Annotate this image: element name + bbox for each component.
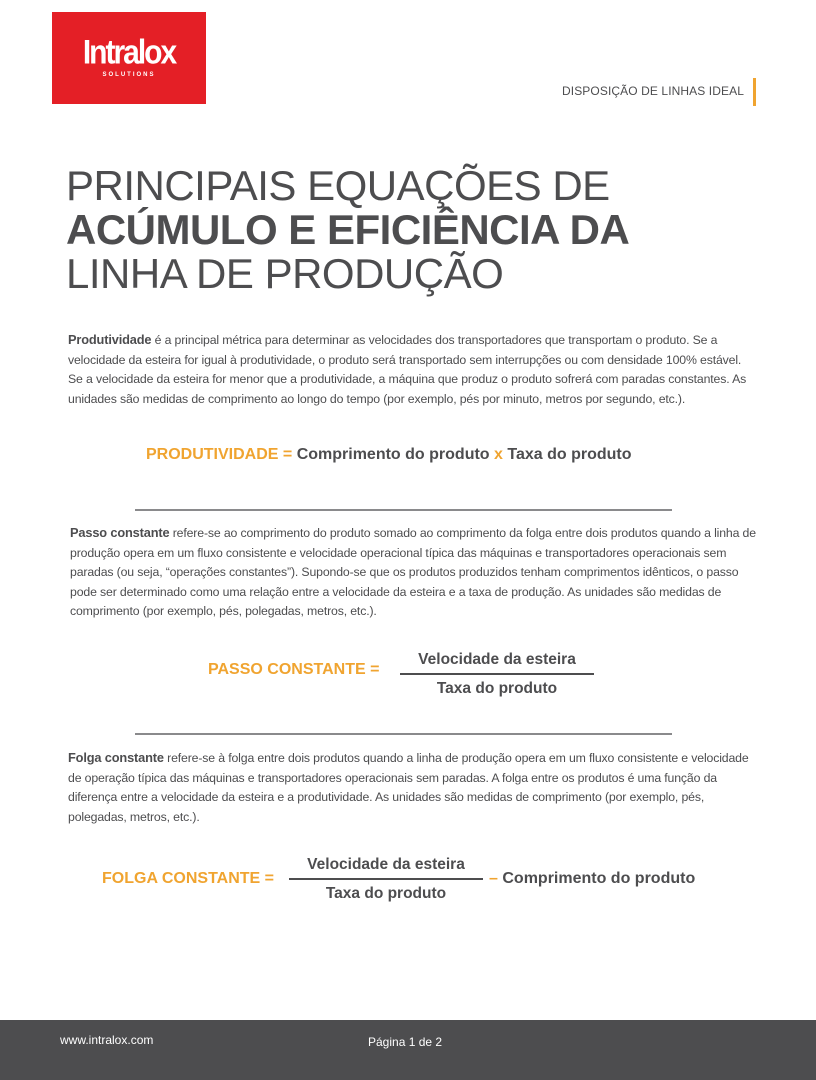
folga-equation-tail — [489, 870, 695, 888]
logo-wordmark: Intralox — [82, 33, 176, 72]
fraction-bar — [289, 878, 483, 880]
term-folga-constante: Folga constante — [68, 750, 164, 765]
produtividade-paragraph — [68, 330, 758, 409]
page-title — [66, 164, 766, 296]
term-passo-constante: Passo constante — [70, 525, 170, 540]
term-produtividade: Produtividade — [68, 332, 152, 347]
title-line-1: PRINCIPAIS EQUAÇÕES DE — [66, 162, 610, 209]
logo-tagline: SOLUTIONS — [102, 72, 156, 78]
page-footer — [0, 1020, 816, 1080]
fraction-denominator: Taxa do produto — [325, 884, 447, 902]
page-number: Página 1 de 2 — [368, 1035, 443, 1049]
produtividade-equation — [146, 446, 632, 464]
fraction-denominator: Taxa do produto — [436, 679, 558, 697]
folga-equation-label: FOLGA CONSTANTE = — [102, 870, 274, 887]
folga-constante-body: refere-se à folga entre dois produtos quando a linha de produção opera em um fluxo consistente e velocidade de operação típica das máquinas e transportadores operacionais sem paradas. A folga entre os produtos é uma função da diferença entre a velocidade da esteira e a produtividade. As unidades são medidas de comprimento (por exemplo, pés, polegadas, metros, etc.). — [68, 751, 749, 824]
footer-website-link[interactable]: www.intralox.com — [60, 1033, 154, 1047]
title-line-3: LINHA DE PRODUÇÃO — [66, 250, 504, 297]
folga-equation-fraction — [289, 855, 483, 904]
passo-equation-label: PASSO CONSTANTE = — [208, 661, 380, 678]
equation-operator: – — [489, 870, 498, 887]
intralox-logo — [52, 12, 206, 104]
fraction-numerator: Velocidade da esteira — [418, 651, 576, 668]
equation-right: Taxa do produto — [507, 446, 632, 463]
fraction-numerator: Velocidade da esteira — [307, 856, 465, 873]
equation-operator: x — [494, 446, 503, 463]
passo-constante-body: refere-se ao comprimento do produto somado ao comprimento da folga entre dois produtos quando a linha de produção opera em um fluxo consistente e velocidade operacional típica das máquinas e transportadores operacionais sem paradas (ou seja, “operações constantes”). Supondo-se que os produtos produzidos tenham comprimentos idênticos, o passo pode ser determinado como uma relação entre a velocidade da esteira e a taxa de produção. As unidades são medidas de comprimento (por exemplo, pés, polegadas, metros, etc.). — [70, 526, 756, 618]
passo-constante-paragraph — [70, 523, 760, 622]
equation-tail-term: Comprimento do produto — [502, 870, 696, 887]
section-divider — [135, 733, 672, 735]
passo-equation-fraction — [400, 650, 594, 699]
produtividade-body: é a principal métrica para determinar as velocidades dos transportadores que transportam o produto. Se a velocidade da esteira for igual à produtividade, o produto será transportado sem interrupções ou com densidade 100% estável. Se a velocidade da esteira for menor que a produtividade, a máquina que produz o produto sofrerá com paradas constantes. As unidades são medidas de comprimento ao longo do tempo (por exemplo, pés por minuto, metros por segundo, etc.). — [68, 333, 747, 406]
folga-constante-paragraph — [68, 748, 758, 827]
equation-left: Comprimento do produto — [296, 446, 490, 463]
fraction-bar — [400, 673, 594, 675]
equation-label: PRODUTIVIDADE = — [146, 446, 293, 463]
section-divider — [135, 509, 672, 511]
header-accent-bar — [753, 78, 756, 106]
section-label: DISPOSIÇÃO DE LINHAS IDEAL — [562, 84, 744, 98]
title-line-2: ACÚMULO E EFICIÊNCIA DA — [66, 206, 630, 253]
